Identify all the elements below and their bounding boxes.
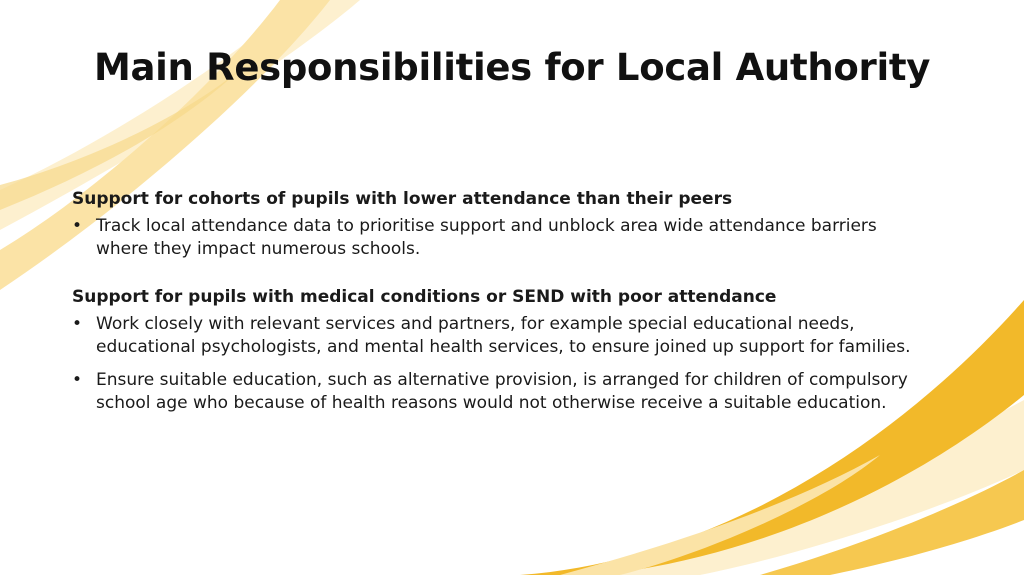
bullet-item [72,369,912,415]
slide-content [72,187,912,439]
bullet-glyph: • [72,370,83,390]
section-heading: Support for pupils with medical conditions or SEND with poor attendance [72,287,777,307]
section-cohorts [72,187,912,261]
bullet-glyph: • [72,216,83,236]
slide-title: Main Responsibilities for Local Authority [93,46,931,89]
bullet-text: Work closely with relevant services and partners, for example special educational needs, educational psychologists, and mental health services, to ensure joined up support for families. [96,314,911,357]
section-medical-send [72,285,912,415]
bullet-item [72,313,912,359]
section-heading: Support for cohorts of pupils with lower attendance than their peers [72,189,733,209]
bullet-glyph: • [72,314,83,334]
bullet-list [72,313,912,415]
bullet-list [72,215,912,261]
bullet-text: Ensure suitable education, such as alternative provision, is arranged for children of compulsory school age who because of health reasons would not otherwise receive a suitable education. [96,370,908,413]
bullet-item [72,215,912,261]
bullet-text: Track local attendance data to prioritise support and unblock area wide attendance barriers where they impact numerous schools. [96,216,877,259]
